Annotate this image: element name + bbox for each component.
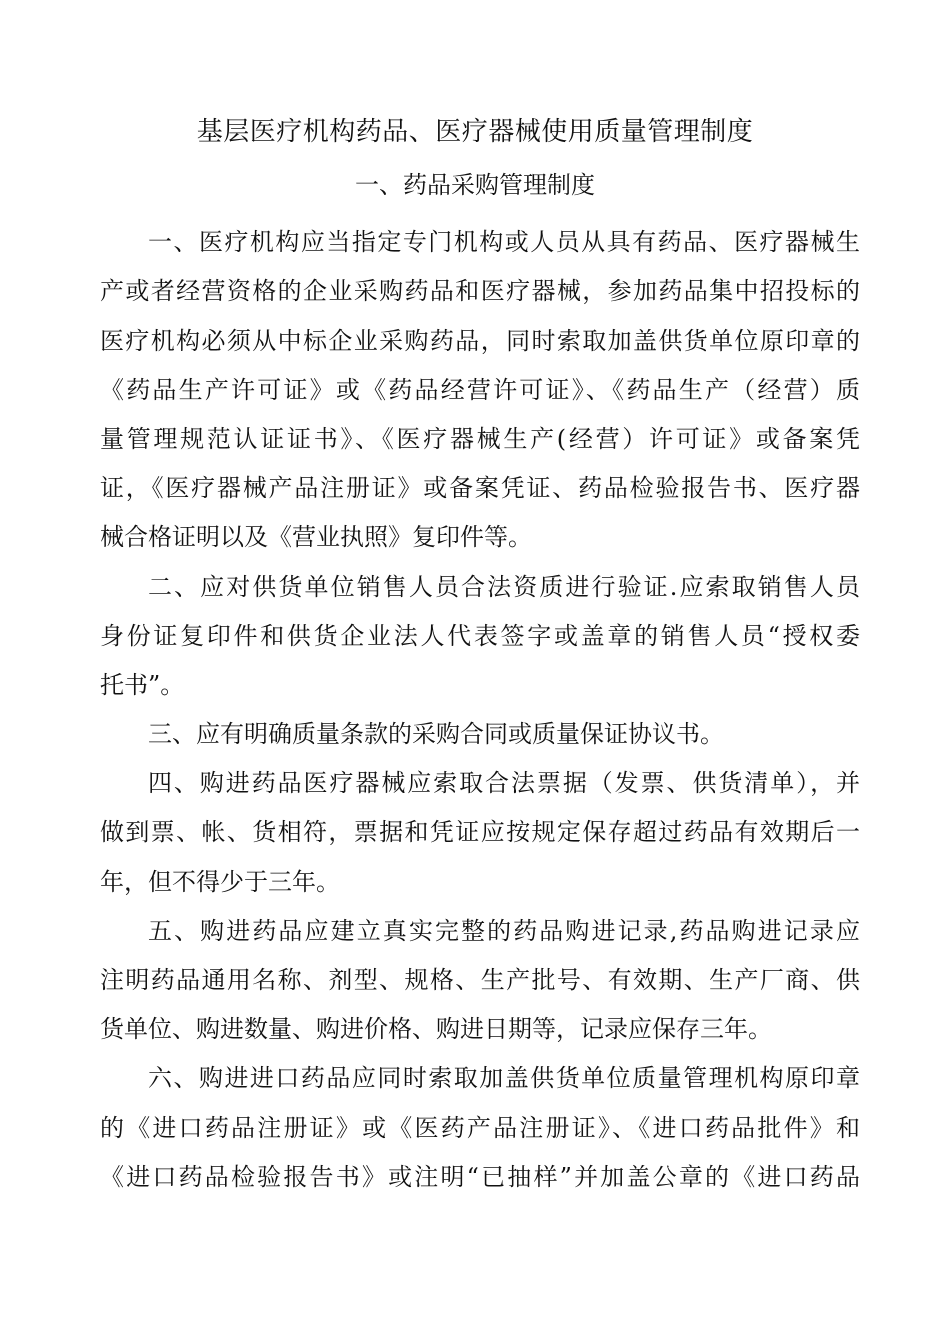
document-title: 基层医疗机构药品、医疗器械使用质量管理制度 xyxy=(196,117,754,147)
paragraph-3-line-1: 三、应有明确质量条款的采购合同或质量保证协议书。 xyxy=(148,720,724,748)
paragraph-1-line-7: 械合格证明以及《营业执照》复印件等。 xyxy=(100,523,532,551)
paragraph-6-line-1: 六、购进进口药品应同时索取加盖供货单位质量管理机构原印章 xyxy=(148,1064,860,1092)
paragraph-6-line-2: 的《进口药品注册证》或《医药产品注册证》、《进口药品批件》和 xyxy=(100,1114,860,1142)
paragraph-5-line-1: 五、购进药品应建立真实完整的药品购进记录,药品购进记录应 xyxy=(148,917,860,945)
paragraph-2-line-1: 二、应对供货单位销售人员合法资质进行验证.应索取销售人员 xyxy=(148,573,860,601)
paragraph-5-line-2: 注明药品通用名称、剂型、规格、生产批号、有效期、生产厂商、供 xyxy=(100,966,860,994)
paragraph-1-line-5: 量管理规范认证证书》、《医疗器械生产(经营）许可证》或备案凭 xyxy=(100,425,860,453)
paragraph-4-line-1: 四、购进药品医疗器械应索取合法票据（发票、供货清单），并 xyxy=(148,769,860,797)
paragraph-1-line-4: 《药品生产许可证》或《药品经营许可证》、《药品生产（经营）质 xyxy=(100,376,860,404)
paragraph-1-line-3: 医疗机构必须从中标企业采购药品，同时索取加盖供货单位原印章的 xyxy=(100,327,860,355)
paragraph-4-line-2: 做到票、帐、货相符，票据和凭证应按规定保存超过药品有效期后一 xyxy=(100,818,860,846)
paragraph-5-line-3: 货单位、购进数量、购进价格、购进日期等，记录应保存三年。 xyxy=(100,1015,772,1043)
paragraph-4-line-3: 年，但不得少于三年。 xyxy=(100,868,340,896)
paragraph-2-line-2: 身份证复印件和供货企业法人代表签字或盖章的销售人员“授权委 xyxy=(100,622,860,650)
paragraph-1-line-6: 证，《医疗器械产品注册证》或备案凭证、药品检验报告书、医疗器 xyxy=(100,474,860,502)
paragraph-1-line-1: 一、医疗机构应当指定专门机构或人员从具有药品、医疗器械生 xyxy=(148,228,860,256)
paragraph-2-line-3: 托书”。 xyxy=(100,671,185,699)
section-heading: 一、药品采购管理制度 xyxy=(355,171,595,199)
paragraph-1-line-2: 产或者经营资格的企业采购药品和医疗器械，参加药品集中招投标的 xyxy=(100,277,860,305)
paragraph-6-line-3: 《进口药品检验报告书》或注明“已抽样”并加盖公章的《进口药品 xyxy=(100,1163,860,1191)
